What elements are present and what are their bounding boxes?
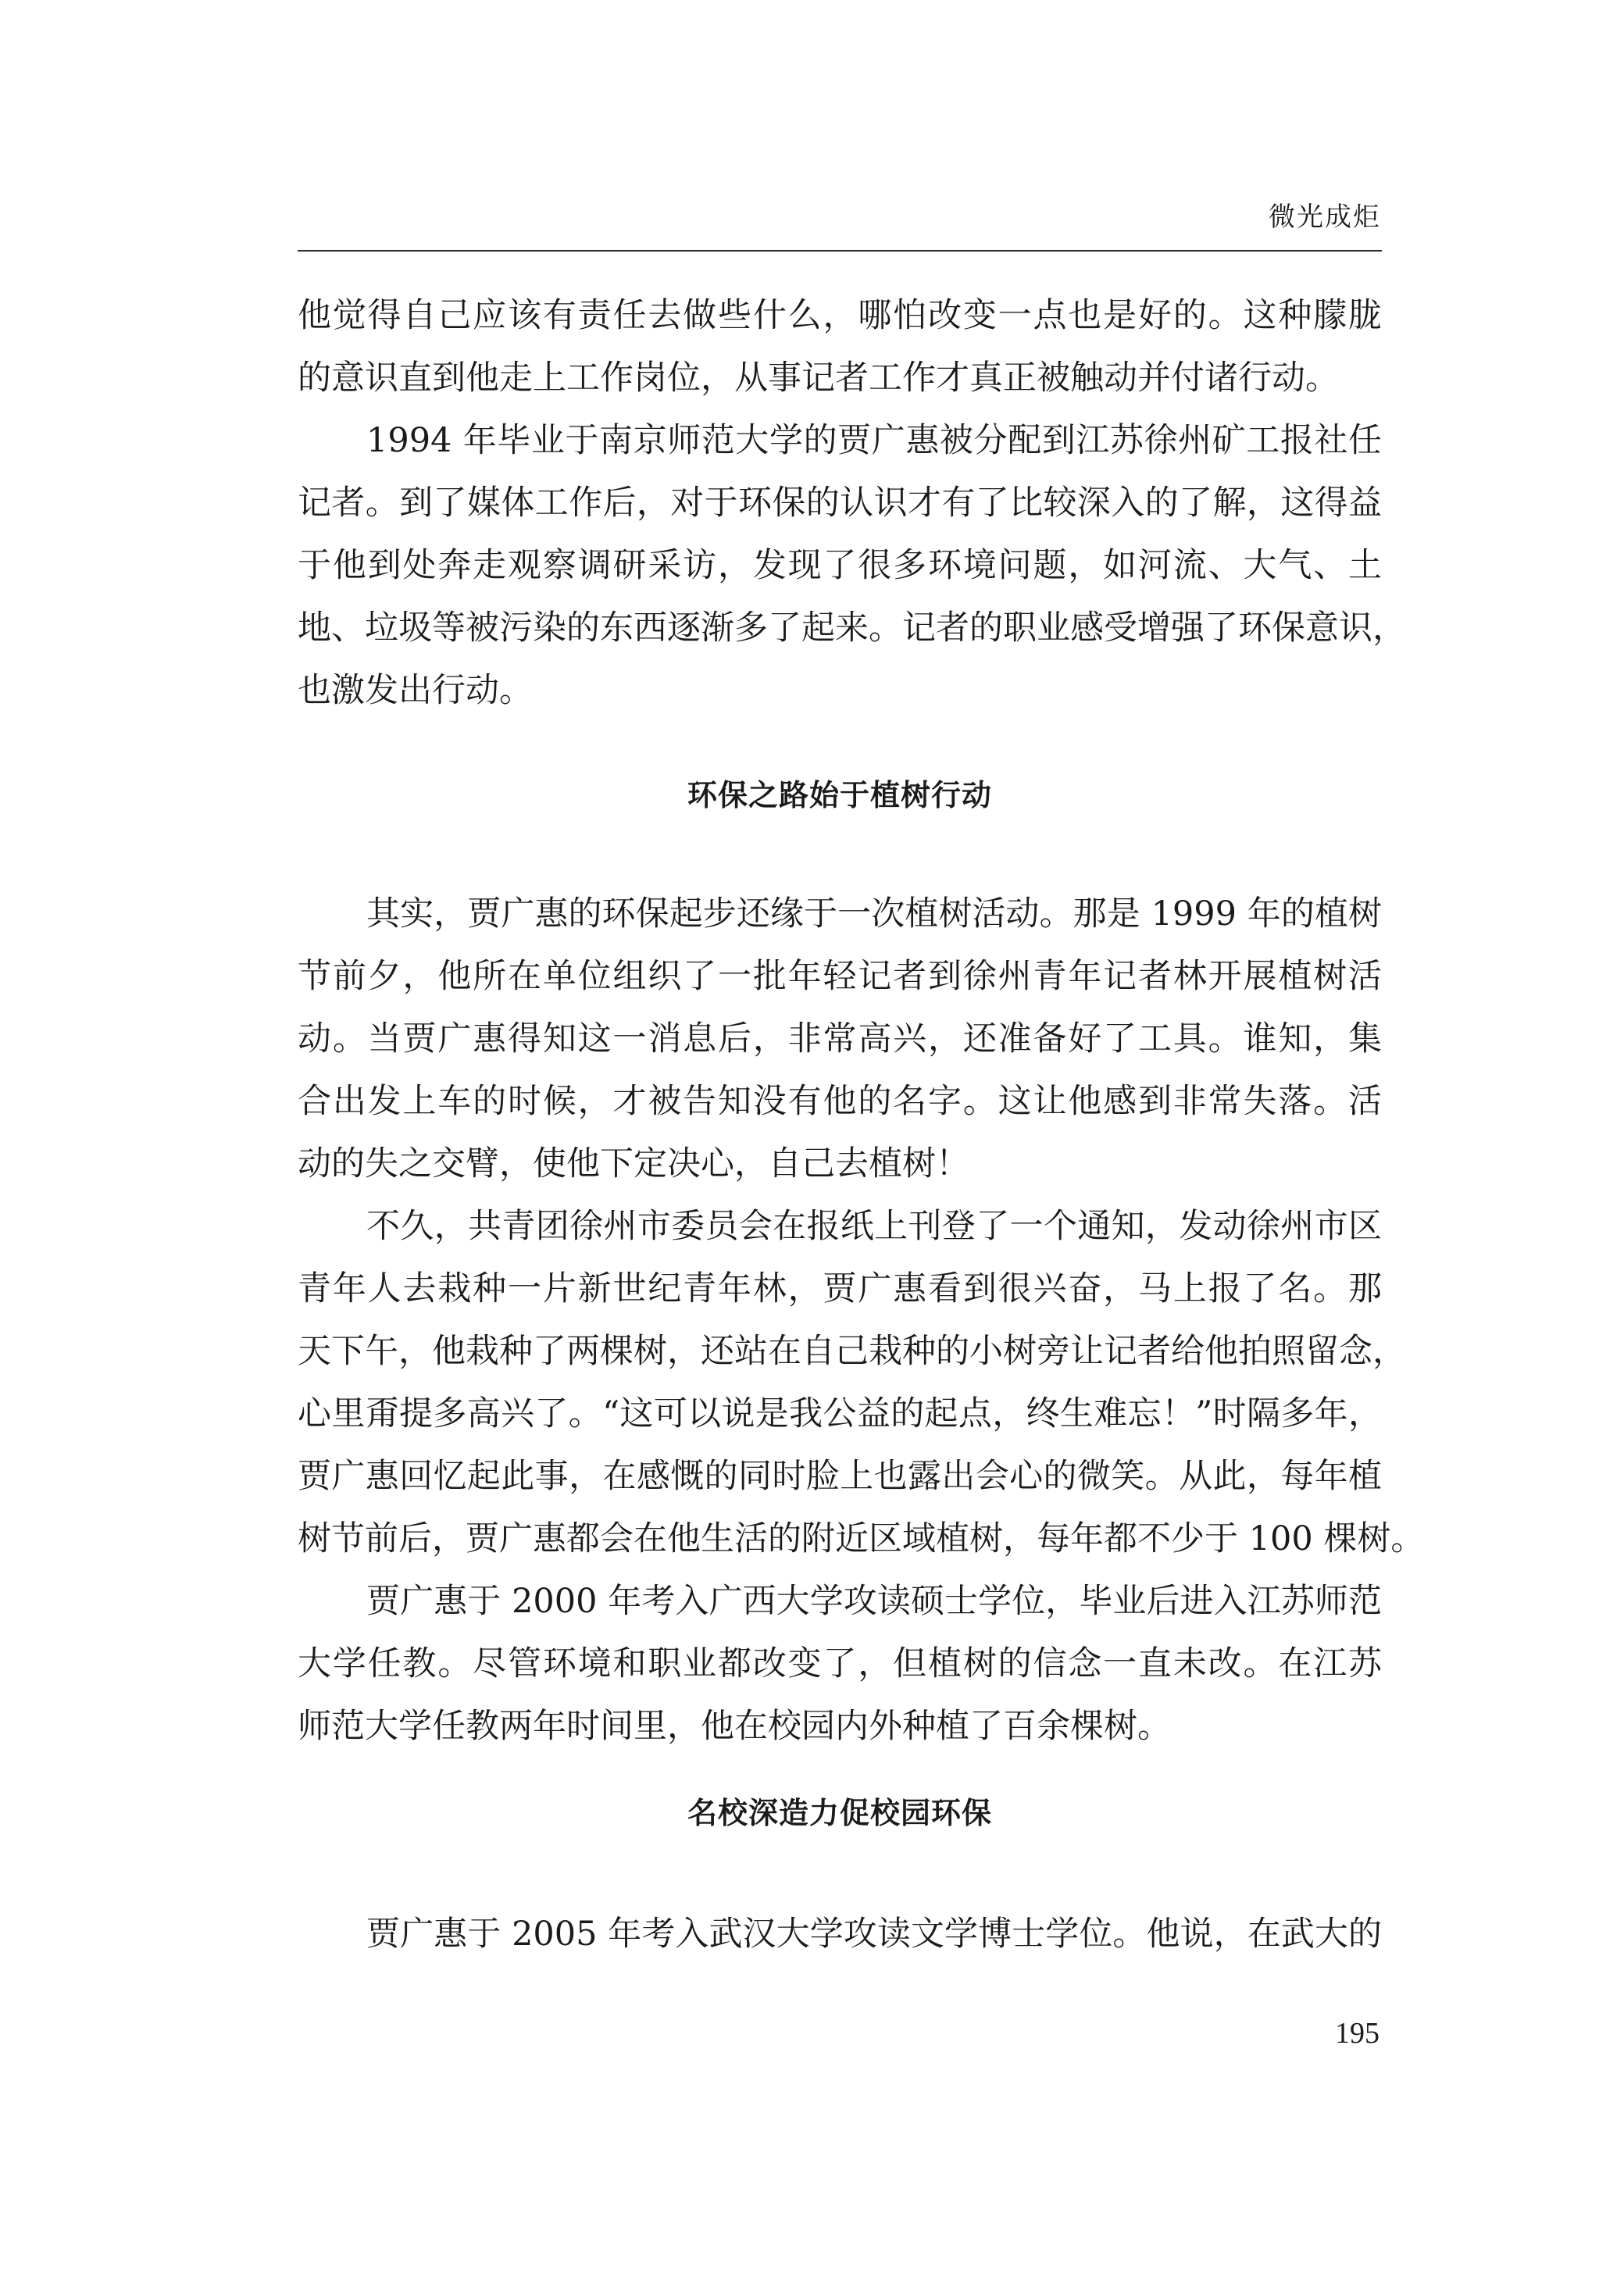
text-line: 动。当贾广惠得知这一消息后，非常高兴，还准备好了工具。谁知，集: [298, 1019, 1382, 1058]
text-line: 其实，贾广惠的环保起步还缘于一次植树活动。那是 1999 年的植树: [366, 894, 1382, 933]
text-line: 节前夕，他所在单位组织了一批年轻记者到徐州青年记者林开展植树活: [298, 957, 1382, 996]
text-line: 于他到处奔走观察调研采访，发现了很多环境问题，如河流、大气、土: [298, 546, 1382, 585]
text-line: 合出发上车的时候，才被告知没有他的名字。这让他感到非常失落。活: [298, 1082, 1382, 1121]
page-number: 195: [1335, 2017, 1380, 2050]
running-header-title: 微光成炬: [1269, 202, 1381, 233]
text-line: 青年人去栽种一片新世纪青年林，贾广惠看到很兴奋，马上报了名。那: [298, 1269, 1382, 1308]
text-line: 的意识直到他走上工作岗位，从事记者工作才真正被触动并付诸行动。: [298, 359, 1339, 398]
text-line: 心里甭提多高兴了。“这可以说是我公益的起点，终生难忘！”时隔多年，: [298, 1394, 1382, 1433]
text-line: 1994 年毕业于南京师范大学的贾广惠被分配到江苏徐州矿工报社任: [366, 421, 1382, 460]
text-line: 树节前后，贾广惠都会在他生活的附近区域植树，每年都不少于 100 棵树。: [298, 1519, 1425, 1558]
text-line: 贾广惠回忆起此事，在感慨的同时脸上也露出会心的微笑。从此，每年植: [298, 1457, 1382, 1496]
text-line: 大学任教。尽管环境和职业都改变了，但植树的信念一直未改。在江苏: [298, 1644, 1382, 1683]
text-line: 不久，共青团徐州市委员会在报纸上刊登了一个通知，发动徐州市区: [366, 1207, 1382, 1246]
text-line: 也激发出行动。: [298, 671, 533, 710]
text-line: 贾广惠于 2005 年考入武汉大学攻读文学博士学位。他说，在武大的: [366, 1915, 1382, 1954]
section-heading: 环保之路始于植树行动: [687, 778, 992, 812]
text-line: 师范大学任教两年时间里，他在校园内外种植了百余棵树。: [298, 1707, 1171, 1746]
text-line: 贾广惠于 2000 年考入广西大学攻读硕士学位，毕业后进入江苏师范: [366, 1582, 1382, 1621]
section-heading: 名校深造力促校园环保: [687, 1796, 992, 1830]
header-rule: [298, 250, 1382, 252]
text-line: 动的失之交臂，使他下定决心，自己去植树！: [298, 1144, 969, 1183]
text-line: 地、垃圾等被污染的东西逐渐多了起来。记者的职业感受增强了环保意识，: [298, 609, 1406, 648]
text-line: 天下午，他栽种了两棵树，还站在自己栽种的小树旁让记者给他拍照留念，: [298, 1332, 1406, 1371]
text-line: 他觉得自己应该有责任去做些什么，哪怕改变一点也是好的。这种朦胧: [298, 296, 1382, 335]
text-line: 记者。到了媒体工作后，对于环保的认识才有了比较深入的了解，这得益: [298, 484, 1382, 523]
